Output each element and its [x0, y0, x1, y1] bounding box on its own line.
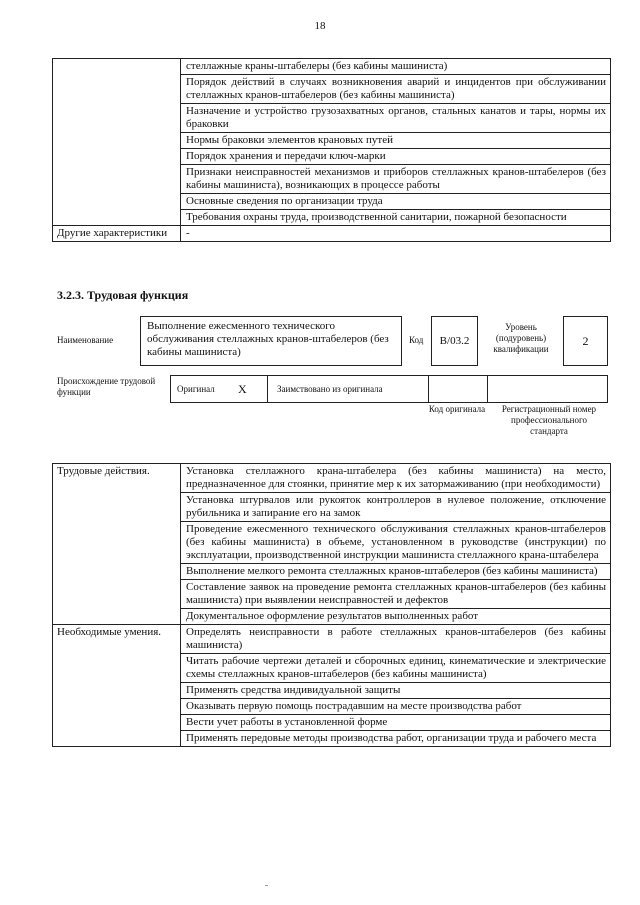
knowledge-item: Нормы браковки элементов крановых путей: [181, 133, 611, 149]
registration-caption: Регистрационный номер профессионального стандарта: [501, 404, 597, 436]
knowledge-item: Порядок хранения и передачи ключ-марки: [181, 149, 611, 165]
origin-divider: [428, 376, 429, 402]
origin-divider: [487, 376, 488, 402]
knowledge-item: стеллажные краны-штабелеры (без кабины машиниста): [181, 59, 611, 75]
skill-item: Применять передовые методы производства работ, организации труда и рабочего места: [181, 731, 611, 747]
skill-item: Применять средства индивидуальной защиты: [181, 683, 611, 699]
other-characteristics-label: Другие характеристики: [53, 226, 181, 242]
labor-action-item: Документальное оформление результатов выполненных работ: [181, 609, 611, 625]
labor-table: [52, 463, 611, 747]
level-value: 2: [563, 316, 608, 366]
level-label: Уровень (подуровень) квалификации: [493, 322, 549, 354]
code-original-caption: Код оригинала: [428, 404, 486, 414]
labor-actions-label: Трудовые действия.: [53, 464, 181, 625]
skill-item: Оказывать первую помощь пострадавшим на месте производства работ: [181, 699, 611, 715]
knowledge-item: Признаки неисправностей механизмов и приборов стеллажных кранов-штабелеров (без кабины машиниста), возникающих в процессе работы: [181, 165, 611, 194]
code-value: B/03.2: [431, 316, 478, 366]
origin-label: Происхождение трудовой функции: [57, 376, 156, 397]
name-label: Наименование: [57, 335, 114, 345]
knowledge-item: Основные сведения по организации труда: [181, 194, 611, 210]
origin-divider: [267, 376, 268, 402]
labor-action-item: Установка стеллажного крана-штабелера (без кабины машиниста) на место, предназначенное для стоянки, принятие мер к их затормаживанию (при необходимости): [181, 464, 611, 493]
skill-item: Определять неисправности в работе стеллажных кранов-штабелеров (без кабины машиниста): [181, 625, 611, 654]
labor-action-item: Проведение ежесменного технического обслуживания стеллажных кранов-штабелеров (без кабины машиниста) в объеме, установленном в руководстве (инструкции) по эксплуатации, производственной инструкции машиниста стеллажного крана-штабелера: [181, 522, 611, 564]
skill-item: Читать рабочие чертежи деталей и сборочных единиц, кинематические и электрические схемы стеллажных кранов-штабелеров (без кабины машиниста): [181, 654, 611, 683]
knowledge-item: Требования охраны труда, производственной санитарии, пожарной безопасности: [181, 210, 611, 226]
labor-action-item: Составление заявок на проведение ремонта стеллажных кранов-штабелеров (без кабины машиниста) при выявлении неисправностей и дефектов: [181, 580, 611, 609]
labor-action-item: Установка штурвалов или рукояток контроллеров в нулевое положение, отключение рубильника и запирание его на замок: [181, 493, 611, 522]
skill-item: Вести учет работы в установленной форме: [181, 715, 611, 731]
section-title: 3.2.3. Трудовая функция: [57, 288, 189, 302]
borrowed-label: Заимствовано из оригинала: [277, 384, 383, 394]
scan-mark: [265, 885, 268, 886]
knowledge-item: Порядок действий в случаях возникновения аварий и инцидентов при обслуживании стеллажных кранов-штабелеров (без кабины машиниста): [181, 75, 611, 104]
origin-row: [170, 375, 608, 403]
labor-action-item: Выполнение мелкого ремонта стеллажных кранов-штабелеров (без кабины машиниста): [181, 564, 611, 580]
knowledge-table: [52, 58, 611, 242]
knowledge-item: Назначение и устройство грузозахватных органов, стальных канатов и тары, нормы их браковки: [181, 104, 611, 133]
function-name-value: Выполнение ежесменного технического обслуживания стеллажных кранов-штабелеров (без кабины машиниста): [140, 316, 402, 366]
other-characteristics-value: -: [181, 226, 611, 242]
original-label: Оригинал: [177, 384, 215, 394]
original-mark: X: [238, 382, 247, 396]
page-number: 18: [314, 20, 326, 32]
skills-label: Необходимые умения.: [53, 625, 181, 747]
knowledge-label-cell: [53, 59, 181, 226]
code-label: Код: [409, 335, 424, 345]
